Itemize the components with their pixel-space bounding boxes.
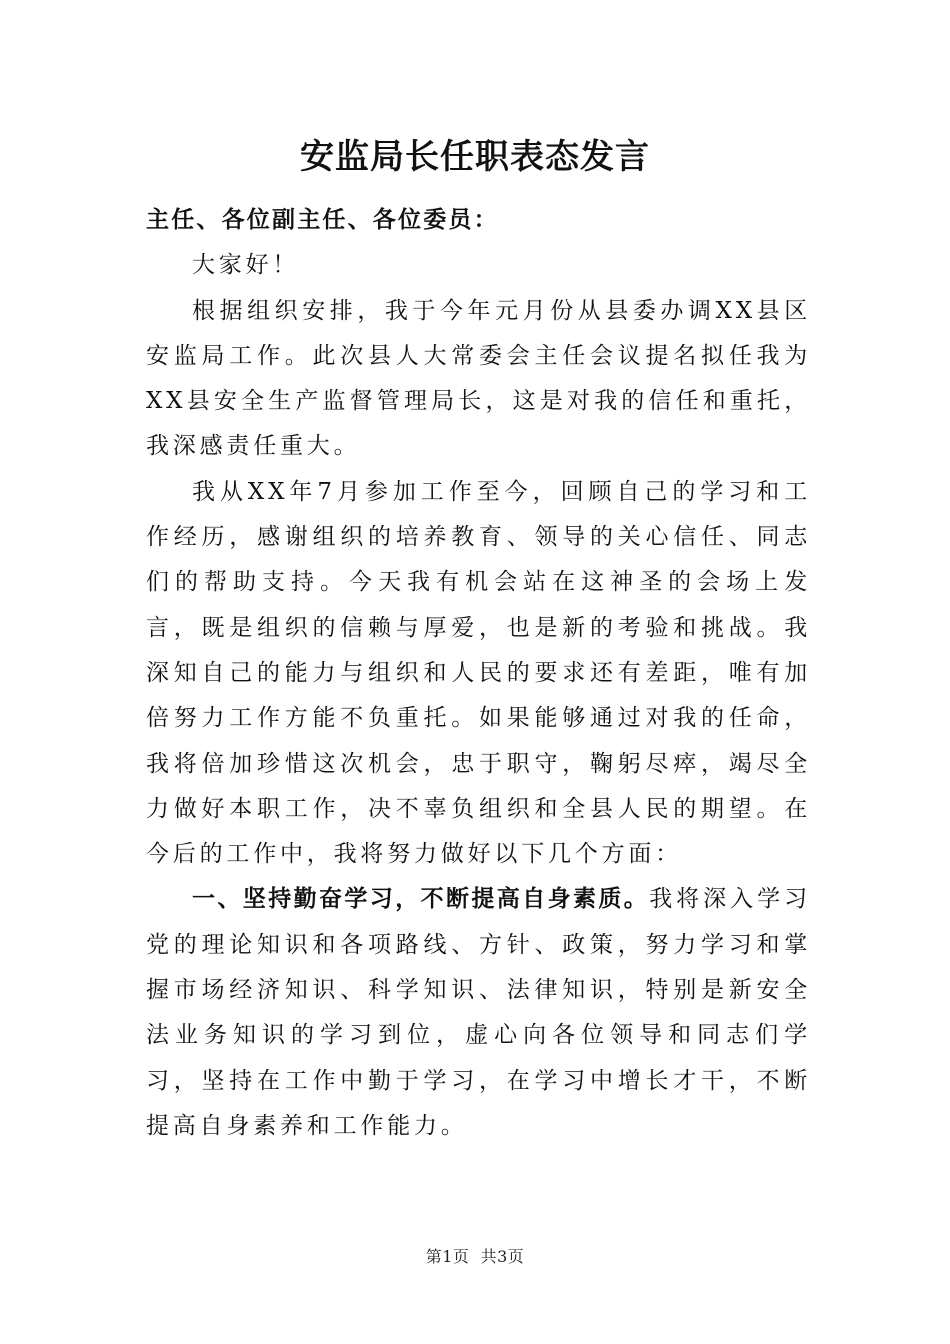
paragraph-appointment: 根据组织安排，我于今年元月份从县委办调XX县区安监局工作。此次县人大常委会主任会议提名拟任我为XX县安全生产监督管理局长，这是对我的信任和重托，我深感责任重大。	[146, 297, 811, 460]
page-number-footer: 第1页 共3页	[425, 1247, 525, 1266]
greeting-paragraph: 大家好！	[192, 252, 300, 279]
salutation: 主任、各位副主任、各位委员：	[146, 207, 499, 233]
paragraph-experience: 我从XX年7月参加工作至今，回顾自己的学习和工作经历，感谢组织的培养教育、领导的关心信任、同志们的帮助支持。今天我有机会站在这神圣的会场上发言，既是组织的信赖与厚爱，也是新的考验和挑战。我深知自己的能力与组织和人民的要求还有差距，唯有加倍努力工作方能不负重托。如果能够通过对我的任命，我将倍加珍惜这次机会，忠于职守，鞠躬尽瘁，竭尽全力做好本职工作，决不辜负组织和全县人民的期望。在今后的工作中，我将努力做好以下几个方面：	[146, 478, 811, 868]
document-title: 安监局长任职表态发言	[300, 137, 650, 177]
section-1-text: 我将深入学习党的理论知识和各项路线、方针、政策，努力学习和掌握市场经济知识、科学知识、法律知识，特别是新安全法业务知识的学习到位，虚心向各位领导和同志们学习，坚持在工作中勤于学习，在学习中增长才干，不断提高自身素养和工作能力。	[146, 886, 811, 1139]
document-body	[146, 198, 811, 1149]
paragraph-section-1	[146, 877, 811, 1149]
section-1-heading: 一、坚持勤奋学习，不断提高自身素质。	[192, 886, 650, 913]
